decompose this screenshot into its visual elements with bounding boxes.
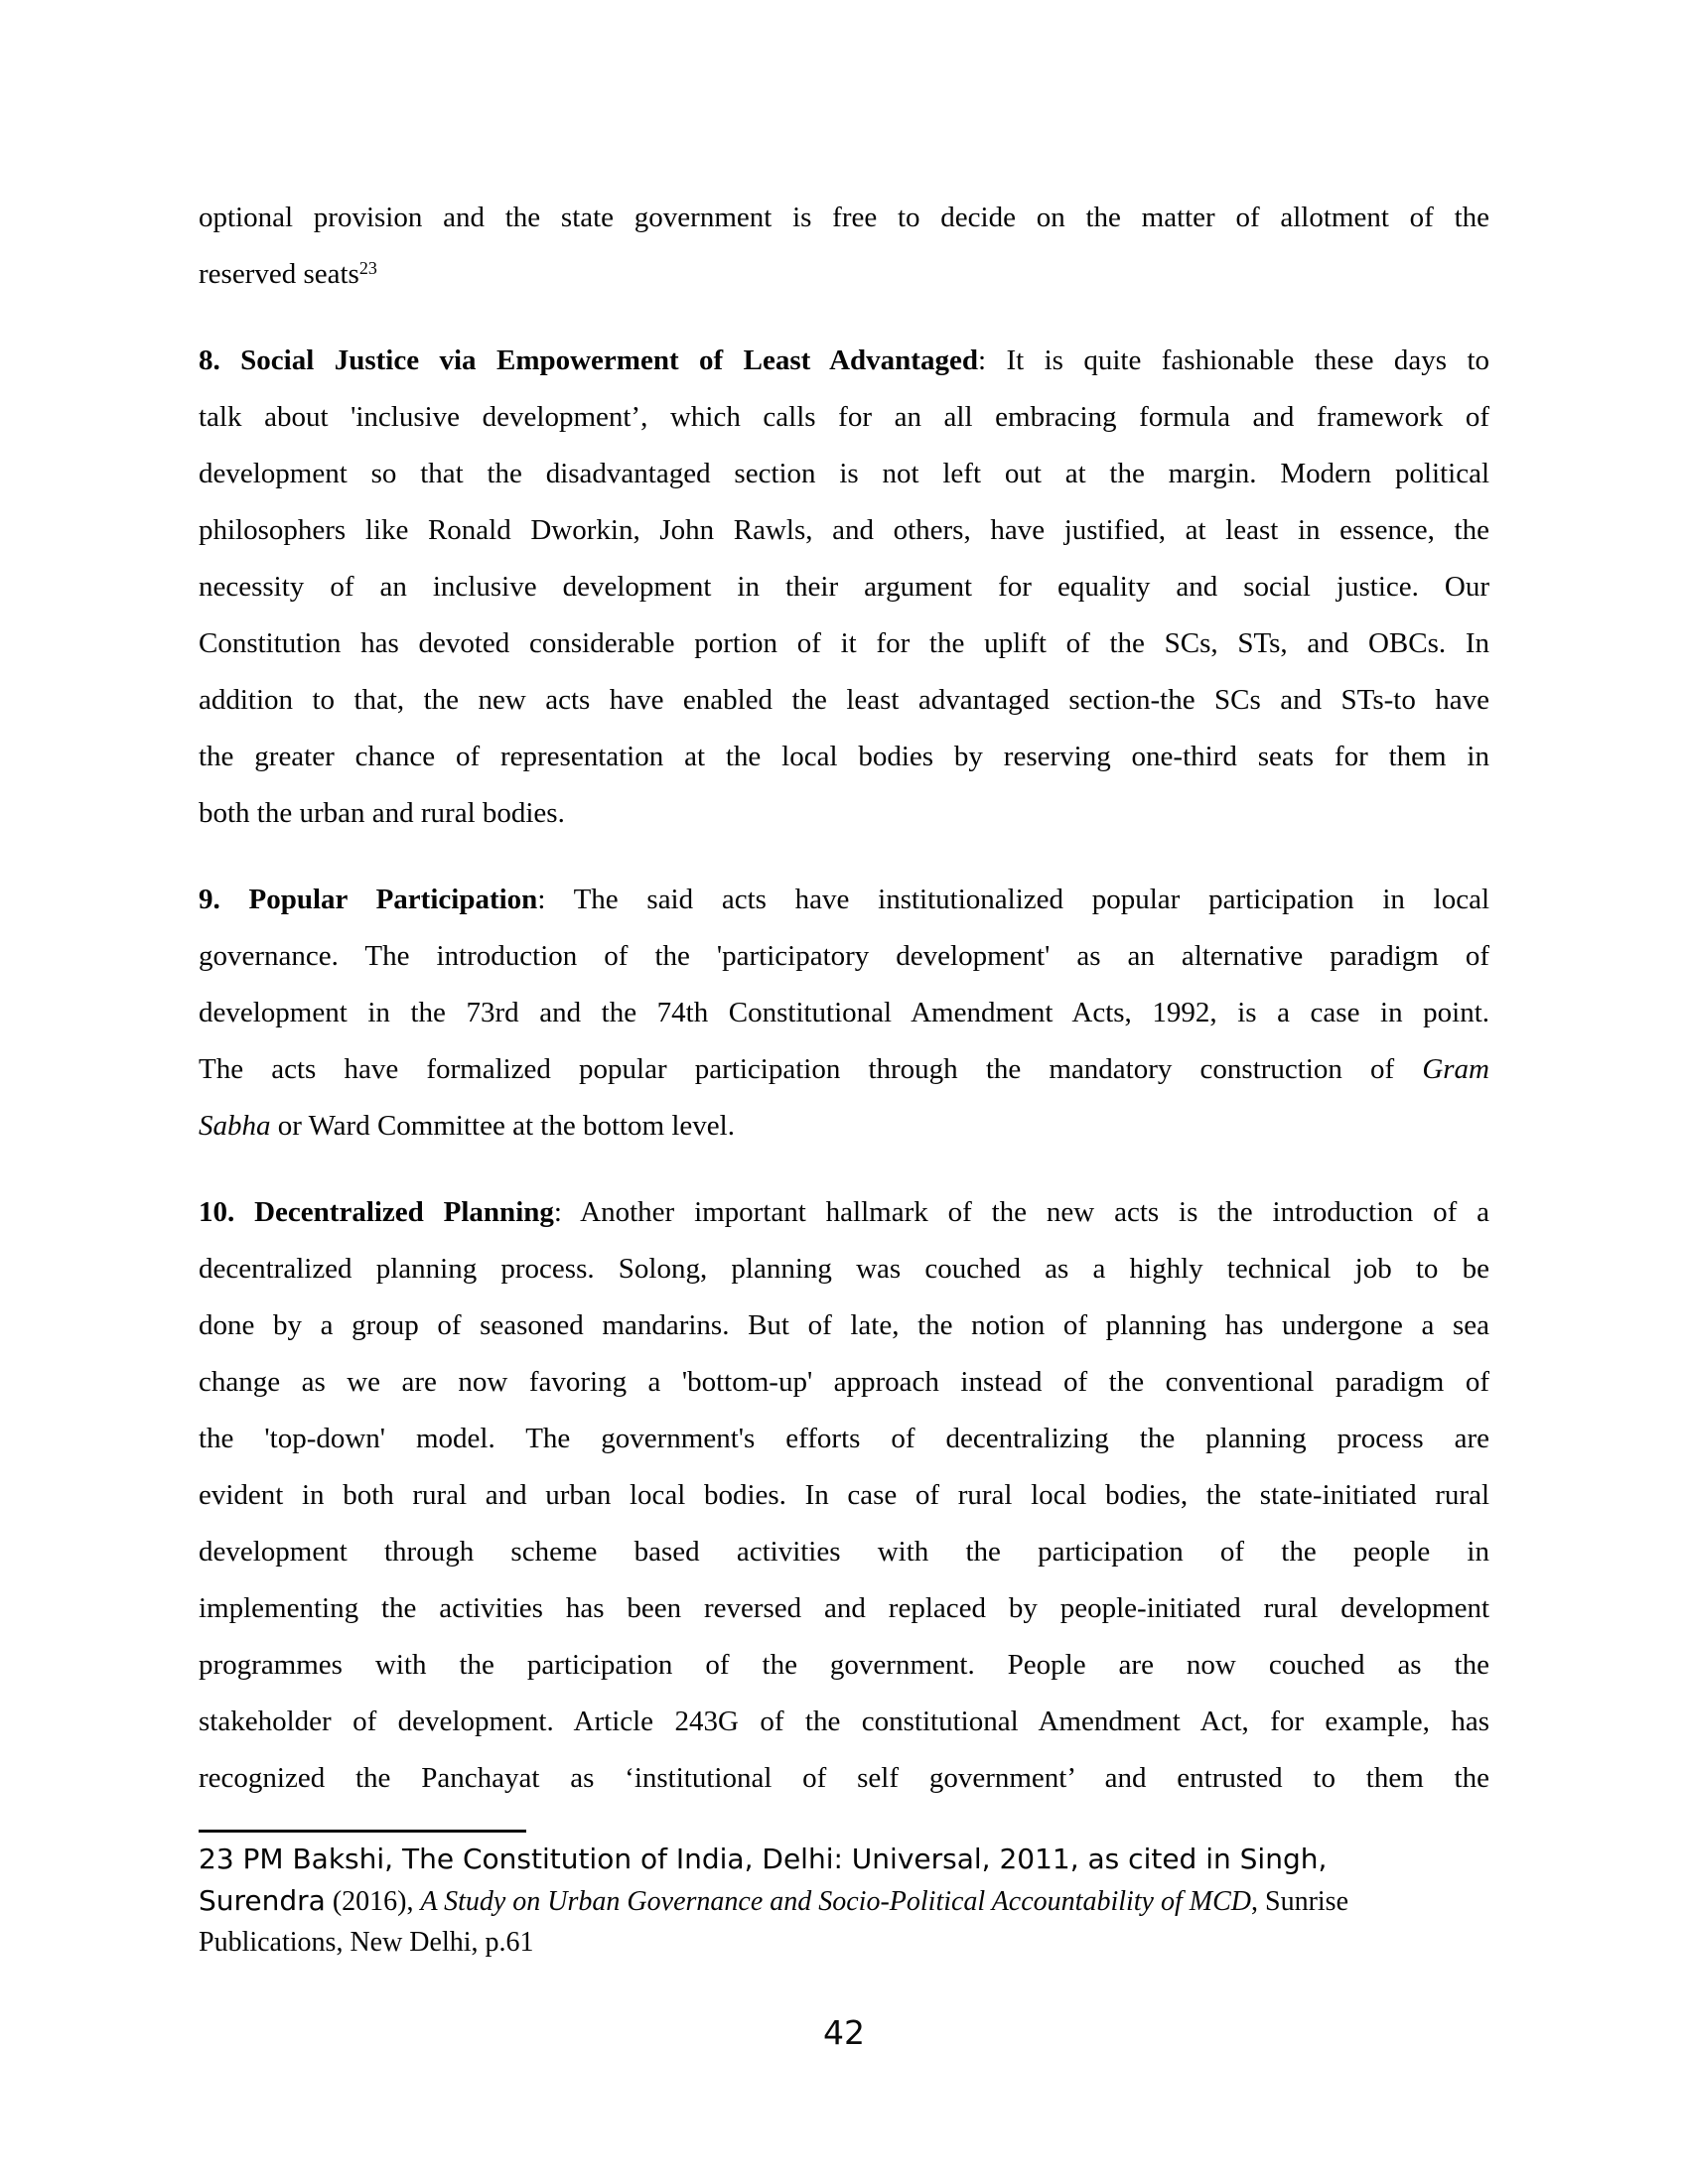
text-line [199, 1637, 1489, 1694]
paragraph [199, 872, 1489, 1155]
text-line [199, 1467, 1489, 1524]
text-run: Sabha [199, 1110, 271, 1142]
text-line [199, 1098, 1489, 1155]
text-line [199, 1922, 1509, 1964]
paragraph [199, 190, 1489, 303]
page-number: 42 [823, 2013, 865, 2052]
text-line [199, 1694, 1489, 1750]
text-run: reserved seats [199, 258, 359, 290]
text-run: optional provision and the state government is free to decide on the matter of allotment of the [199, 202, 1489, 233]
text-line [199, 333, 1489, 389]
text-line [199, 446, 1489, 502]
text-run: , Sunrise [1251, 1886, 1348, 1917]
text-run: 10. Decentralized Planning [199, 1196, 554, 1228]
text-line [199, 1580, 1489, 1637]
text-run: necessity of an inclusive development in their argument for equality and social justice. Our [199, 571, 1489, 603]
text-line [199, 502, 1489, 559]
text-line [199, 1411, 1489, 1467]
text-run: A Study on Urban Governance and Socio-Political Accountability of MCD [420, 1886, 1251, 1917]
text-line [199, 928, 1489, 985]
footnote-separator [199, 1830, 526, 1833]
text-line [199, 190, 1489, 246]
text-run: addition to that, the new acts have enabled the least advantaged section-the SCs and STs-to have [199, 684, 1489, 716]
document-body [199, 190, 1489, 1807]
text-run: evident in both rural and urban local bodies. In case of rural local bodies, the state-initiated rural [199, 1479, 1489, 1511]
text-run: both the urban and rural bodies. [199, 797, 565, 829]
text-line [199, 389, 1489, 446]
text-run: : The said acts have institutionalized popular participation in local [537, 884, 1489, 915]
text-run: done by a group of seasoned mandarins. But of late, the notion of planning has undergone a sea [199, 1309, 1489, 1341]
text-line [199, 1184, 1489, 1241]
text-line [199, 985, 1489, 1041]
text-run: development so that the disadvantaged section is not left out at the margin. Modern political [199, 458, 1489, 489]
text-line [199, 729, 1489, 785]
text-run: Surendra [199, 1884, 326, 1917]
text-line [199, 872, 1489, 928]
text-run: 23 [358, 258, 377, 279]
text-run: (2016), [325, 1886, 421, 1917]
text-line [199, 1041, 1489, 1098]
text-run: development through scheme based activities with the participation of the people in [199, 1536, 1489, 1568]
text-run: The acts have formalized popular participation through the mandatory construction of [199, 1053, 1423, 1085]
text-run: programmes with the participation of the government. People are now couched as the [199, 1649, 1489, 1681]
paragraph [199, 333, 1489, 842]
text-run: the greater chance of representation at the local bodies by reserving one-third seats for them in [199, 741, 1489, 772]
text-run: Gram [1422, 1053, 1489, 1085]
text-run: stakeholder of development. Article 243G of the constitutional Amendment Act, for example, has [199, 1706, 1489, 1737]
text-line [199, 672, 1489, 729]
text-line [199, 1839, 1509, 1880]
text-run: philosophers like Ronald Dworkin, John Rawls, and others, have justified, at least in essence, the [199, 514, 1489, 546]
paragraph [199, 1184, 1489, 1807]
text-run: Publications, New Delhi, p.61 [199, 1927, 534, 1958]
text-run: development in the 73rd and the 74th Constitutional Amendment Acts, 1992, is a case in point. [199, 997, 1489, 1028]
text-run: decentralized planning process. Solong, planning was couched as a highly technical job to be [199, 1253, 1489, 1285]
text-run: Constitution has devoted considerable portion of it for the uplift of the SCs, STs, and OBCs. In [199, 627, 1489, 659]
text-run: : It is quite fashionable these days to [977, 344, 1489, 376]
text-run: change as we are now favoring a 'bottom-up' approach instead of the conventional paradigm of [199, 1366, 1489, 1398]
text-line [199, 246, 1489, 303]
text-run: the 'top-down' model. The government's efforts of decentralizing the planning process are [199, 1423, 1489, 1454]
text-line [199, 785, 1489, 842]
text-run: recognized the Panchayat as ‘institutional of self government’ and entrusted to them the [199, 1762, 1489, 1794]
text-line [199, 1880, 1509, 1922]
text-run: or Ward Committee at the bottom level. [270, 1110, 735, 1142]
text-line [199, 1750, 1489, 1807]
footnote [199, 1839, 1509, 1964]
text-line [199, 615, 1489, 672]
text-run: 9. Popular Participation [199, 884, 538, 915]
text-line [199, 1241, 1489, 1297]
text-run: : Another important hallmark of the new acts is the introduction of a [553, 1196, 1489, 1228]
text-line [199, 1297, 1489, 1354]
text-line [199, 559, 1489, 615]
text-run: 8. Social Justice via Empowerment of Least Advantaged [199, 344, 978, 376]
text-run: talk about 'inclusive development’, which calls for an all embracing formula and framework of [199, 401, 1489, 433]
text-line [199, 1354, 1489, 1411]
text-run: 23 PM Bakshi, The Constitution of India, Delhi: Universal, 2011, as cited in Singh, [199, 1843, 1328, 1875]
text-line [199, 1524, 1489, 1580]
text-run: governance. The introduction of the 'participatory development' as an alternative paradigm of [199, 940, 1489, 972]
text-run: implementing the activities has been reversed and replaced by people-initiated rural development [199, 1592, 1489, 1624]
